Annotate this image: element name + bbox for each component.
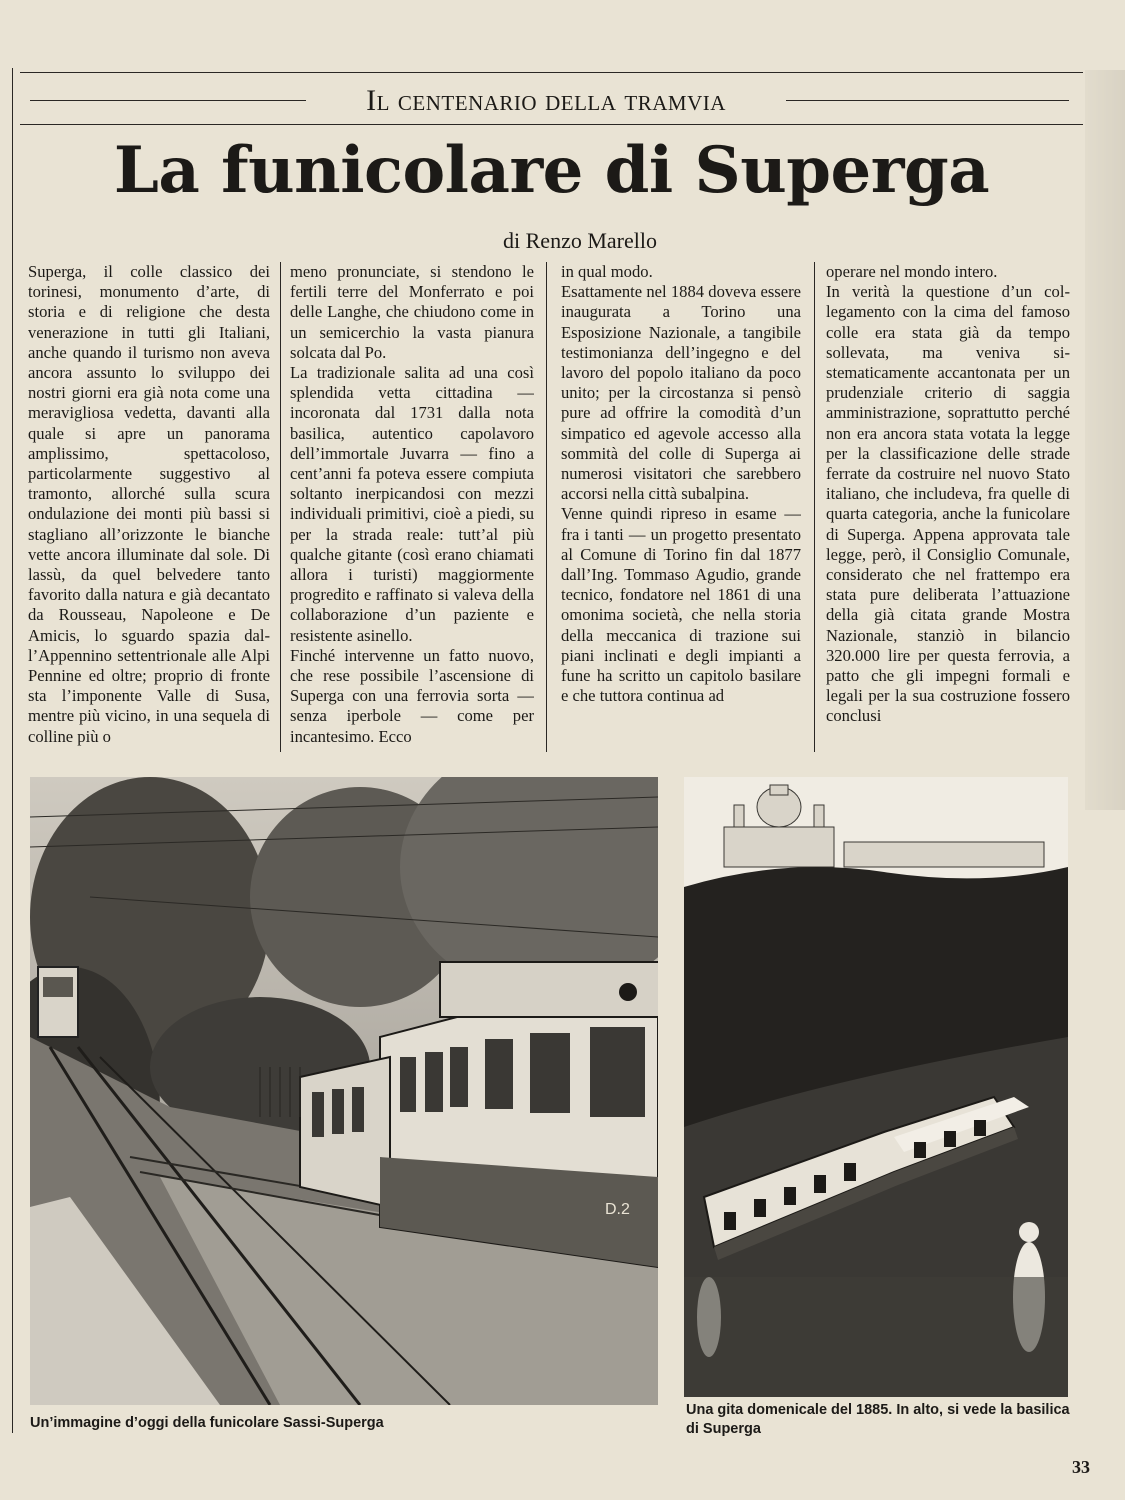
section-kicker: Il centenario della tramvia	[366, 84, 726, 117]
column-divider	[280, 262, 281, 752]
paragraph: operare nel mondo intero.	[826, 262, 998, 281]
photo-1885-excursion	[684, 777, 1068, 1397]
photo-modern-funicular	[30, 777, 658, 1405]
paragraph: La tradizionale salita ad una così splendida vetta cittadina — incoronata dal 1731 dalla nota basilica, autentico capolavoro dell’immortale Juvarra — fino a cent’anni fa poteva essere compiuta soltanto inerpicandosi con mezzi individuali primitivi, cioè a piedi, su per la strada reale: tutt’al più qualche gitante (così erano chiamati allora i turisti) maggiormente progredito e raffinato si valeva della collaborazione d’un paziente e resistente asinello.	[290, 363, 534, 645]
paragraph: in qual modo.	[561, 262, 653, 281]
photo-caption-right: Una gita domenicale del 1885. In alto, si vede la basilica di Superga	[686, 1402, 1070, 1437]
text-column-4	[826, 262, 1070, 752]
top-rule	[20, 72, 1083, 73]
paragraph: meno pronunciate, si stendono le fertili terre del Monferrato e poi delle Langhe, che chiudono come in un semicerchio la vasta pianura solcata dal Po.	[290, 262, 534, 362]
paragraph: Esattamente nel 1884 doveva essere inaugurata a Torino una Esposizione Nazionale, a tangibile testimonianza dell’ingegno e del lavoro del popolo italiano da poco unito; per la circostanza si pensò pure ad offrire la comodità d’un simpatico ed agevole accesso alla sommità del colle di Superga ai numerosi visitatori che sarebbero accorsi nella città subalpina.	[561, 282, 801, 504]
text-column-3	[561, 262, 801, 752]
kicker-rule-left	[30, 100, 306, 101]
paragraph: In verità la questione d’un collegamento con la cima del famoso colle era stata già da tempo sollevata, ma veniva sistematicamente accantonata per un prudenziale criterio di saggia amministrazione, soprattutto perché non era ancora stata votata la legge per la classificazione delle strade ferrate da costruire nel nuovo Stato italiano, che includeva, fra quelle di quarta categoria, anche la funicolare di Superga. Appena approvata tale legge, però, il Consiglio Comunale, considerato che nel frattempo era stata pure deliberata l’attuazione della già citata grande Mostra Nazionale, stanziò in bilancio 320.000 lire per questa ferrovia, a patto che gli impegni formali e legali per la sua costruzione fossero conclusi	[826, 282, 1070, 726]
kicker-rule-right	[786, 100, 1069, 101]
column-divider	[814, 262, 815, 752]
photo-caption-left: Un’immagine d’oggi della funicolare Sassi-Superga	[30, 1415, 384, 1431]
page-number: 33	[1072, 1457, 1090, 1477]
column-divider	[546, 262, 547, 752]
show-through-margin	[1085, 70, 1125, 810]
paragraph: Venne quindi ripreso in esame — fra i tanti — un progetto presentato al Comune di Torino fin dal 1877 dall’Ing. Tommaso Agudio, grande tecnico, fondatore nel 1861 di una omonima società, che nella storia della meccanica di trazione sui piani inclinati e degli impianti a fune ha scritto un capitolo basilare e che tuttora continua ad	[561, 504, 801, 706]
article-byline: di Renzo Marello	[503, 228, 657, 253]
article-title: La funicolare di Superga	[113, 133, 990, 208]
paragraph: Superga, il colle classico dei torinesi, monumento d’arte, di storia e di religione che desta venerazione in tutti gli Italiani, anche quando il turismo non aveva ancora assunto lo sviluppo dei nostri giorni era già nota come una meravigliosa vedetta, davanti alla quale si apre un panorama amplissimo, spettacoloso, particolarmente suggestivo al tramonto, allorché sulla scura ondulazione dei monti più bassi si stagliano all’orizzonte le bianche vette ancora illuminate dal sole. Di lassù, da quel belvedere tanto favorito dalla natura e già decantato da Rousseau, Napoleone e De Amicis, lo sguardo spazia dall’Appennino settentrionale alle Alpi Pennine ed oltre; proprio di fronte sta l’imponente Valle di Susa, mentre più vicino, in una sequela di colline più o	[28, 262, 270, 746]
text-column-2	[290, 262, 534, 752]
left-border-rule	[12, 68, 13, 1433]
paragraph: Finché intervenne un fatto nuovo, che rese possibile l’ascensione di Superga con una ferrovia sorta — senza iperbole — come per incantesimo. Ecco	[290, 645, 534, 746]
text-column-1	[28, 262, 270, 752]
car-number-label: D.2	[605, 1201, 630, 1218]
kicker-bottom-rule	[20, 124, 1083, 125]
